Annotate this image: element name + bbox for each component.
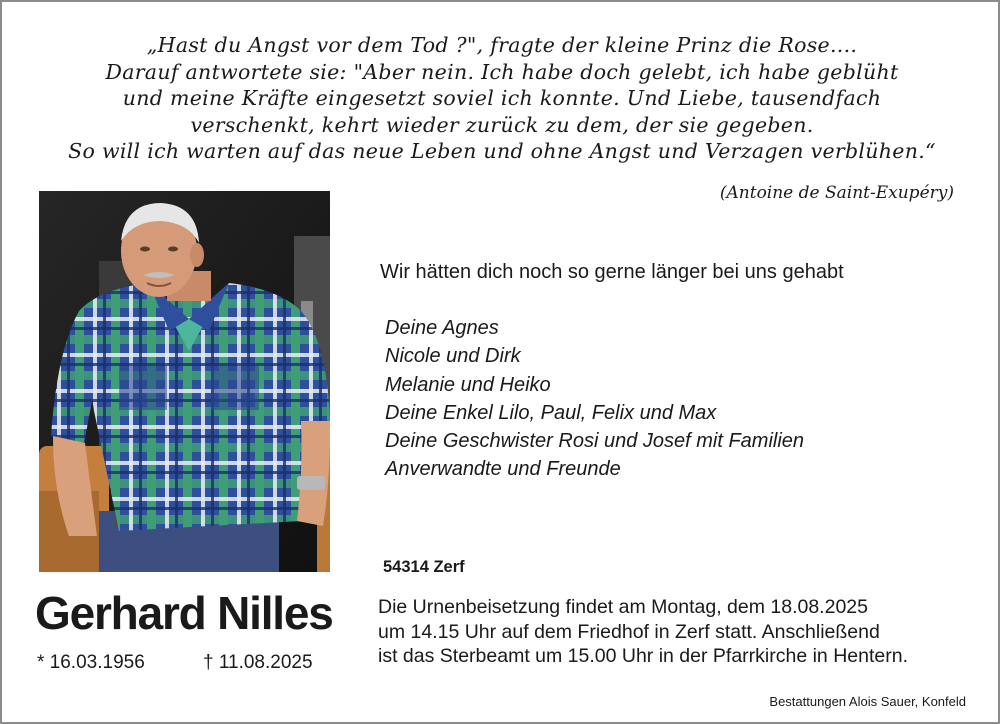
- mourner-entry: Deine Geschwister Rosi und Josef mit Familien: [385, 430, 805, 453]
- ceremony-line: ist das Sterbeamt um 15.00 Uhr in der Pfarrkirche in Hentern.: [378, 645, 908, 667]
- quote-block: [22, 32, 982, 165]
- birth-date: * 16.03.1956: [37, 652, 145, 673]
- portrait-photo: [39, 191, 330, 572]
- ceremony-details: [378, 595, 908, 669]
- mourner-entry: Nicole und Dirk: [385, 345, 521, 368]
- mourner-entry: Deine Enkel Lilo, Paul, Felix und Max: [385, 401, 717, 424]
- mourners-list: [385, 314, 804, 484]
- mourner-entry: Anverwandte und Freunde: [385, 458, 621, 481]
- funeral-home-credit: Bestattungen Alois Sauer, Konfeld: [769, 694, 966, 709]
- ceremony-line: Die Urnenbeisetzung findet am Montag, dem 18.08.2025: [378, 596, 868, 618]
- death-date: † 11.08.2025: [203, 652, 313, 673]
- quote-attribution: (Antoine de Saint-Exupéry): [719, 183, 954, 203]
- quote-line: Darauf antwortete sie: "Aber nein. Ich habe doch gelebt, ich habe geblüht: [105, 59, 899, 84]
- ceremony-line: um 14.15 Uhr auf dem Friedhof in Zerf statt. Anschließend: [378, 620, 880, 643]
- quote-line: und meine Kräfte eingesetzt soviel ich konnte. Und Liebe, tausendfach: [122, 86, 882, 111]
- farewell-tagline: Wir hätten dich noch so gerne länger bei uns gehabt: [380, 261, 844, 283]
- location-label: 54314 Zerf: [383, 558, 465, 576]
- mourner-entry: Melanie und Heiko: [385, 373, 551, 396]
- quote-line: So will ich warten auf das neue Leben und ohne Angst und Verzagen verblühen.“: [68, 139, 936, 164]
- quote-line: verschenkt, kehrt wieder zurück zu dem, der sie gegeben.: [190, 112, 814, 137]
- deceased-name: Gerhard Nilles: [35, 587, 333, 639]
- quote-line: „Hast du Angst vor dem Tod ?", fragte der kleine Prinz die Rose....: [146, 33, 858, 57]
- mourner-entry: Deine Agnes: [385, 317, 499, 339]
